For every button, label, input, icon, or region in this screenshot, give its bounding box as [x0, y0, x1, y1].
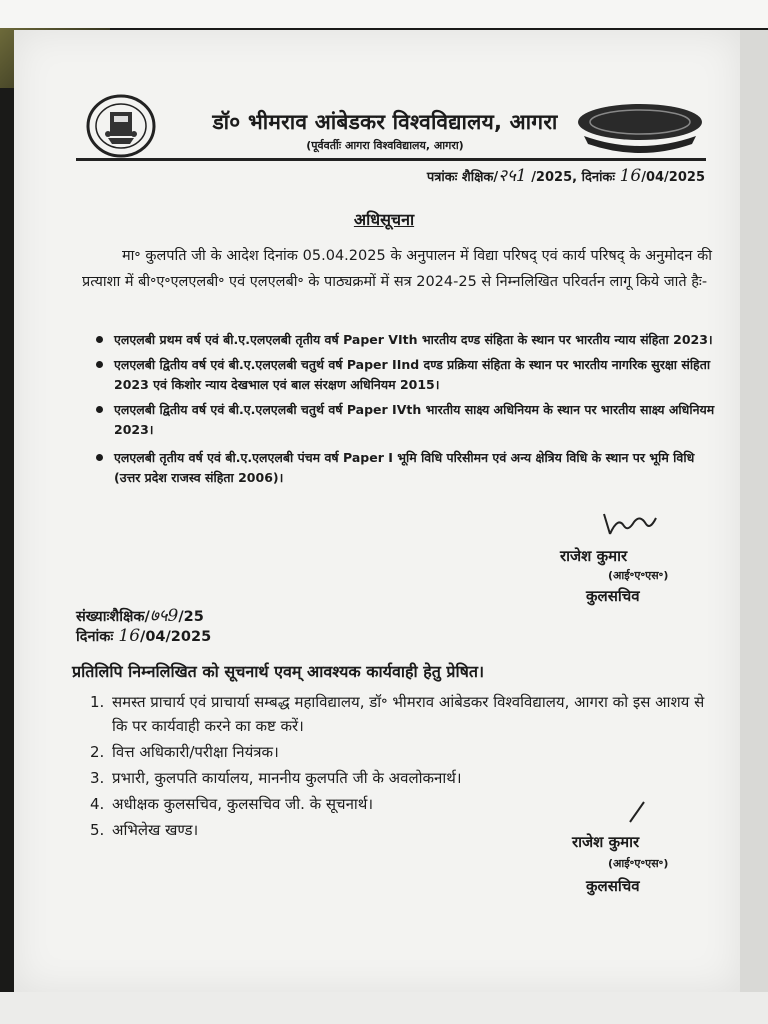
copy-to-item [90, 690, 718, 738]
change-text: एलएलबी द्वितीय वर्ष एवं बी.ए.एलएलबी चतुर्थ वर्ष Paper IInd दण्ड प्रक्रिया संहिता के स्थान पर भारतीय नागरिक सुरक्षा संहिता 2023 एवं किशोर न्याय देखभाल एवं बाल संरक्षण अधिनियम 2015। [114, 357, 711, 392]
university-name: डॉ० भीमराव आंबेडकर विश्वविद्यालय, आगरा [212, 110, 558, 134]
change-text: एलएलबी द्वितीय वर्ष एवं बी.ए.एलएलबी चतुर्थ वर्ष Paper IVth भारतीय साक्ष्य अधिनियम के स्थान पर भारतीय साक्ष्य अधिनियम 2023। [114, 402, 715, 437]
dispatch-date [76, 626, 211, 646]
reference-line [360, 163, 705, 186]
bullet-dot-icon [96, 454, 103, 461]
bullet-dot-icon [96, 406, 103, 413]
signatory-service: (आई॰ए॰एस॰) [608, 857, 669, 870]
copy-to-item [90, 740, 718, 764]
change-item [96, 330, 716, 350]
copy-to-item [90, 766, 718, 790]
change-item [96, 448, 716, 488]
item-number: 1. [90, 693, 105, 711]
notification-title: अधिसूचना [353, 210, 415, 229]
item-text: वित्त अधिकारी/परीक्षा नियंत्रक। [112, 743, 279, 761]
item-text: प्रभारी, कुलपति कार्यालय, माननीय कुलपति जी के अवलोकनार्थ। [112, 769, 462, 787]
item-number: 4. [90, 795, 105, 813]
bullet-dot-icon [96, 336, 103, 343]
ref-year: /2025, दिनांकः [531, 170, 616, 185]
background-top [0, 0, 768, 28]
item-text: समस्त प्राचार्य एवं प्राचार्या सम्बद्ध महाविद्यालय, डॉ॰ भीमराव आंबेडकर विश्वविद्यालय, आगरा को इस आशय से कि पर कार्यवाही करने का कष्ट करें। [112, 693, 705, 735]
dispatch-date-label: दिनांकः [76, 629, 114, 645]
university-emblem-logo [574, 100, 706, 154]
change-item [96, 400, 716, 440]
dispatch-number-year: /25 [178, 609, 204, 625]
ref-prefix: पत्रांकः शैक्षिक/ [426, 170, 499, 185]
ref-month-year: /04/2025 [641, 170, 705, 185]
handwritten-signature-tick [622, 798, 652, 826]
changes-list [96, 330, 716, 493]
page-edge [740, 30, 768, 1024]
change-item [96, 355, 716, 395]
item-number: 2. [90, 743, 105, 761]
change-text: एलएलबी तृतीय वर्ष एवं बी.ए.एलएलबी पंचम वर्ष Paper I भूमि विधि परिसीमन एवं अन्य क्षेत्रिय विधि के स्थान पर भूमि विधि (उत्तर प्रदेश राजस्व संहिता 2006)। [114, 450, 695, 485]
university-seal-logo [86, 94, 156, 158]
item-text: अभिलेख खण्ड। [112, 821, 199, 839]
dispatch-number [76, 603, 204, 626]
dispatch-number-label: संख्याःशैक्षिक/ [76, 609, 150, 625]
ref-day-handwritten: 16 [619, 166, 642, 186]
dispatch-day-handwritten: 16 [118, 626, 141, 646]
handwritten-signature [600, 508, 660, 538]
dispatch-number-handwritten: ७५9 [149, 606, 179, 626]
ref-number-handwritten: २५1 [498, 166, 527, 186]
background-bottom [0, 992, 768, 1024]
bullet-dot-icon [96, 361, 103, 368]
copy-to-heading: प्रतिलिपि निम्नलिखित को सूचनार्थ एवम् आवश्यक कार्यवाही हेतु प्रेषित। [72, 662, 485, 681]
signatory-designation: कुलसचिव [586, 587, 640, 605]
item-number: 3. [90, 769, 105, 787]
change-text: एलएलबी प्रथम वर्ष एवं बी.ए.एलएलबी तृतीय वर्ष Paper VIth भारतीय दण्ड संहिता के स्थान पर भारतीय न्याय संहिता 2023। [114, 332, 713, 347]
signatory-designation: कुलसचिव [586, 877, 640, 895]
notification-paragraph [82, 243, 712, 295]
header-divider [76, 158, 706, 161]
signatory-service: (आई॰ए॰एस॰) [608, 569, 669, 582]
signatory-name: राजेश कुमार [572, 833, 640, 851]
item-number: 5. [90, 821, 105, 839]
signatory-name: राजेश कुमार [560, 547, 628, 565]
dispatch-date-rest: /04/2025 [140, 629, 212, 645]
paragraph-text: मा॰ कुलपति जी के आदेश दिनांक 05.04.2025 के अनुपालन में विद्या परिषद् एवं कार्य परिषद् के अनुमोदन की प्रत्याशा में बी॰ए॰एलएलबी॰ एवं एलएलबी॰ के पाठ्यक्रमों में सत्र 2024-25 से निम्नलिखित परिवर्तन लागू किये जाते हैः- [82, 248, 712, 290]
item-text: अधीक्षक कुलसचिव, कुलसचिव जी. के सूचनार्थ। [112, 795, 374, 813]
university-former-name: (पूर्ववर्तीः आगरा विश्वविद्यालय, आगरा) [306, 139, 464, 152]
